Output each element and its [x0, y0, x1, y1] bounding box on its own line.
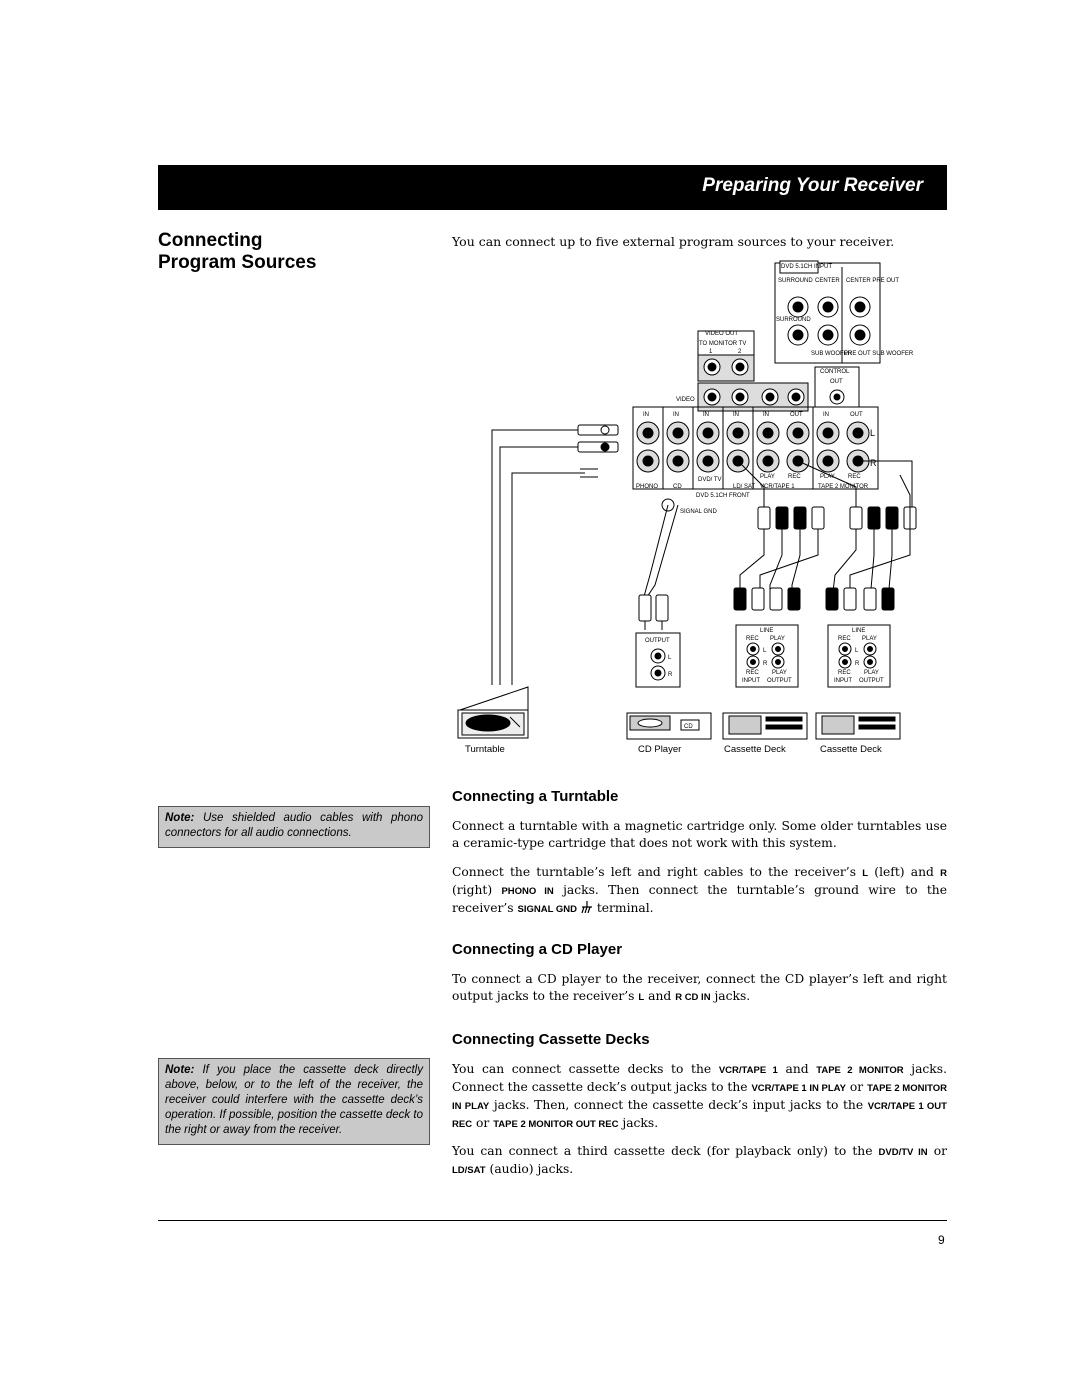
diagram-label: R — [763, 661, 768, 667]
diagram-label: REC — [848, 474, 861, 480]
note-cassette-placement: Note: If you place the cassette deck directly above, below, or to the left of the receiver, the receiver could interfere with the cassette deck’s operation. If possible, position the cassette deck to the right or away from the receiver. — [158, 1058, 430, 1145]
diagram-label: L — [668, 655, 672, 661]
page-number: 9 — [938, 1233, 945, 1247]
diagram-label: INPUT — [834, 678, 852, 684]
section-title-line2: Program Sources — [158, 252, 317, 273]
diagram-label: LINE — [760, 628, 774, 634]
turntable-paragraph-2: Connect the turntable’s left and right cables to the receiver’s L (left) and R (right) PHONO IN jacks. Then connect the turntable’s ground wire to the receiver’s SIGNAL GND terminal. — [452, 865, 947, 915]
diagram-label: 1 — [709, 349, 713, 355]
section-title — [158, 230, 316, 274]
diagram-label: VIDEO — [676, 397, 695, 403]
diagram-label: CONTROL — [820, 369, 850, 375]
intro-text: You can connect up to five external program sources to your receiver. — [452, 234, 895, 249]
device-label-cd-player: CD Player — [638, 744, 682, 755]
diagram-label: TO MONITOR TV — [699, 341, 747, 347]
diagram-label: SURROUND — [778, 278, 813, 284]
diagram-label: IN — [763, 412, 769, 418]
diagram-label: DVD 5.1CH INPUT — [781, 264, 833, 270]
turntable-lid — [460, 687, 528, 710]
diagram-label: OUTPUT — [767, 678, 792, 684]
diagram-label: IN — [673, 412, 679, 418]
diagram-label: OUT — [830, 379, 843, 385]
diagram-label: REC — [838, 636, 851, 642]
diagram-label: CD — [684, 724, 693, 730]
diagram-label: PLAY — [820, 474, 835, 480]
diagram-label: CENTER — [815, 278, 840, 284]
diagram-label: OUT — [790, 412, 803, 418]
ground-icon — [581, 901, 593, 913]
diagram-label: SURROUND — [776, 317, 811, 323]
cassette-paragraph-1: You can connect cassette decks to the VCR/TAPE 1 and TAPE 2 MONITOR jacks. Connect the cassette deck’s output jacks to the VCR/TAPE 1 IN PLAY or TAPE 2 MONITOR IN PLAY jacks. Then, connect the cassette deck’s input jacks to the VCR/TAPE 1 OUT REC or TAPE 2 MONITOR OUT REC jacks. — [452, 1062, 947, 1130]
device-label-turntable: Turntable — [465, 744, 505, 755]
diagram-label: IN — [823, 412, 829, 418]
banner-title: Preparing Your Receiver — [702, 175, 923, 196]
diagram-label: PLAY — [864, 670, 879, 676]
diagram-label: SIGNAL GND — [680, 509, 717, 515]
diagram-label: DVD 5.1CH FRONT — [696, 493, 750, 499]
diagram-label: LINE — [852, 628, 866, 634]
diagram-label: IN — [643, 412, 649, 418]
diagram-label: VIDEO OUT — [705, 331, 739, 337]
turntable-heading: Connecting a Turntable — [452, 788, 619, 805]
section-title-line1: Connecting — [158, 230, 263, 251]
diagram-label: R — [668, 672, 673, 678]
diagram-label: OUTPUT — [859, 678, 884, 684]
diagram-label: LD/ SAT — [733, 484, 756, 490]
diagram-label: INPUT — [742, 678, 760, 684]
note-shielded-cables: Note: Use shielded audio cables with phono connectors for all audio connections. — [158, 806, 430, 848]
diagram-label: TAPE 2 MONITOR — [818, 484, 869, 490]
diagram-label: REC — [838, 670, 851, 676]
diagram-label: PLAY — [760, 474, 775, 480]
diagram-label: L — [870, 428, 876, 438]
footer-rule — [158, 1220, 947, 1221]
cd-paragraph: To connect a CD player to the receiver, connect the CD player’s left and right output jacks to the receiver’s L and R CD IN jacks. — [452, 972, 947, 1003]
cd-heading: Connecting a CD Player — [452, 941, 623, 958]
diagram-label: DVD/ TV — [698, 477, 722, 483]
connection-diagram — [440, 255, 940, 770]
turntable-paragraph-1: Connect a turntable with a magnetic cartridge only. Some older turntables use a ceramic-type cartridge that does not work with this system. — [452, 819, 947, 850]
diagram-label: REC — [746, 636, 759, 642]
diagram-label: REC — [746, 670, 759, 676]
diagram-label: CENTER PRE OUT — [846, 278, 900, 284]
diagram-label: VCR/TAPE 1 — [760, 484, 795, 490]
header-banner — [158, 165, 947, 210]
cassette-paragraph-2: You can connect a third cassette deck (for playback only) to the DVD/TV IN or LD/SAT (audio) jacks. — [452, 1144, 947, 1176]
diagram-label: L — [855, 648, 859, 654]
diagram-label: PHONO — [636, 484, 659, 490]
cassette-heading: Connecting Cassette Decks — [452, 1031, 650, 1048]
diagram-label: R — [870, 458, 877, 468]
diagram-label: PRE OUT SUB WOOFER — [844, 351, 914, 357]
diagram-label: OUT — [850, 412, 863, 418]
device-label-cassette-deck: Cassette Deck — [820, 744, 882, 755]
diagram-label: REC — [788, 474, 801, 480]
diagram-label: IN — [733, 412, 739, 418]
diagram-label: CD — [673, 484, 682, 490]
device-label-cassette-deck: Cassette Deck — [724, 744, 786, 755]
diagram-label: PLAY — [772, 670, 787, 676]
diagram-label: IN — [703, 412, 709, 418]
diagram-label: PLAY — [770, 636, 785, 642]
diagram-label: R — [855, 661, 860, 667]
diagram-label: SUB WOOFER — [811, 351, 853, 357]
diagram-label: 2 — [738, 349, 742, 355]
diagram-label: OUTPUT — [645, 638, 670, 644]
diagram-label: L — [763, 648, 767, 654]
diagram-label: PLAY — [862, 636, 877, 642]
